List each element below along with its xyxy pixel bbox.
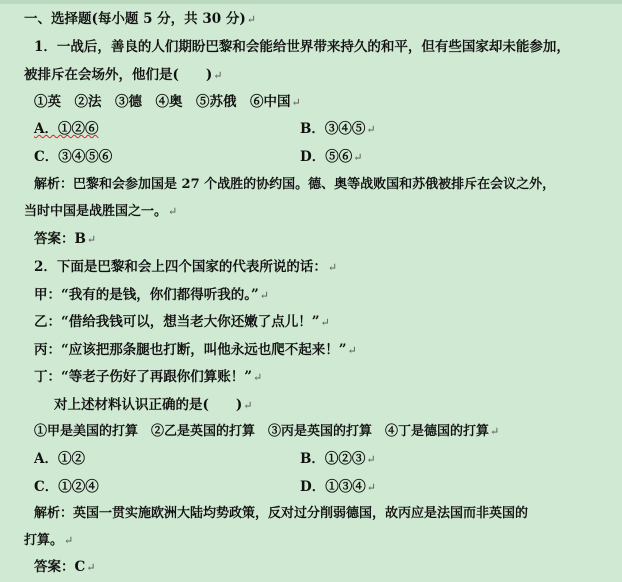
q2-items: ①甲是美国的打算 ②乙是英国的打算 ③丙是英国的打算 ④丁是德国的打算↵ xyxy=(34,424,500,439)
top-border xyxy=(0,0,622,4)
q2-quote-d: 丁：“等老子伤好了再跟你们算账！”↵ xyxy=(34,369,263,385)
q1-stem-line2: 被排斥在会场外，他们是( )↵ xyxy=(24,67,223,83)
q2-option-a: A．①② xyxy=(34,451,85,467)
q1-items: ①英 ②法 ③德 ④奥 ⑤苏俄 ⑥中国↵ xyxy=(34,94,301,110)
q1-option-c: C．③④⑤⑥ xyxy=(34,149,113,165)
q2-quote-b: 乙：“借给我钱可以，想当老大你还嫩了点儿！”↵ xyxy=(34,314,330,330)
q1-option-b: B．③④⑤↵ xyxy=(300,121,376,137)
q1-option-a: A．①②⑥ xyxy=(34,121,99,137)
q2-option-d: D．①③④↵ xyxy=(300,479,376,495)
q2-analysis-line2: 打算。↵ xyxy=(24,533,74,548)
section-title: 一、选择题(每小题 5 分，共 30 分)↵ xyxy=(24,11,256,27)
q2-quote-a: 甲：“我有的是钱，你们都得听我的。”↵ xyxy=(34,287,269,303)
q1-analysis-line1: 解析：巴黎和会参加国是 27 个战胜的协约国。德、奥等战败国和苏俄被排斥在会议之外， xyxy=(34,177,556,192)
q1-analysis-line2: 当时中国是战胜国之一。↵ xyxy=(24,204,178,219)
q1-stem-line1: 1．一战后，善良的人们期盼巴黎和会能给世界带来持久的和平，但有些国家却未能参加， xyxy=(34,39,570,55)
q2-answer: 答案：C↵ xyxy=(34,559,96,575)
q2-option-c: C．①②④ xyxy=(34,479,99,495)
q1-answer: 答案：B↵ xyxy=(34,231,97,247)
q1-option-d: D．⑤⑥↵ xyxy=(300,149,363,165)
q2-analysis-line1: 解析：英国一贯实施欧洲大陆均势政策，反对过分削弱德国，故丙应是法国而非英国的 xyxy=(34,506,529,521)
q2-question: 对上述材料认识正确的是( )↵ xyxy=(54,397,253,413)
q2-option-b: B．①②③↵ xyxy=(300,451,376,467)
q2-quote-c: 丙：“应该把那条腿也打断，叫他永远也爬不起来！”↵ xyxy=(34,342,357,358)
q2-stem: 2．下面是巴黎和会上四个国家的代表所说的话：↵ xyxy=(34,259,338,275)
